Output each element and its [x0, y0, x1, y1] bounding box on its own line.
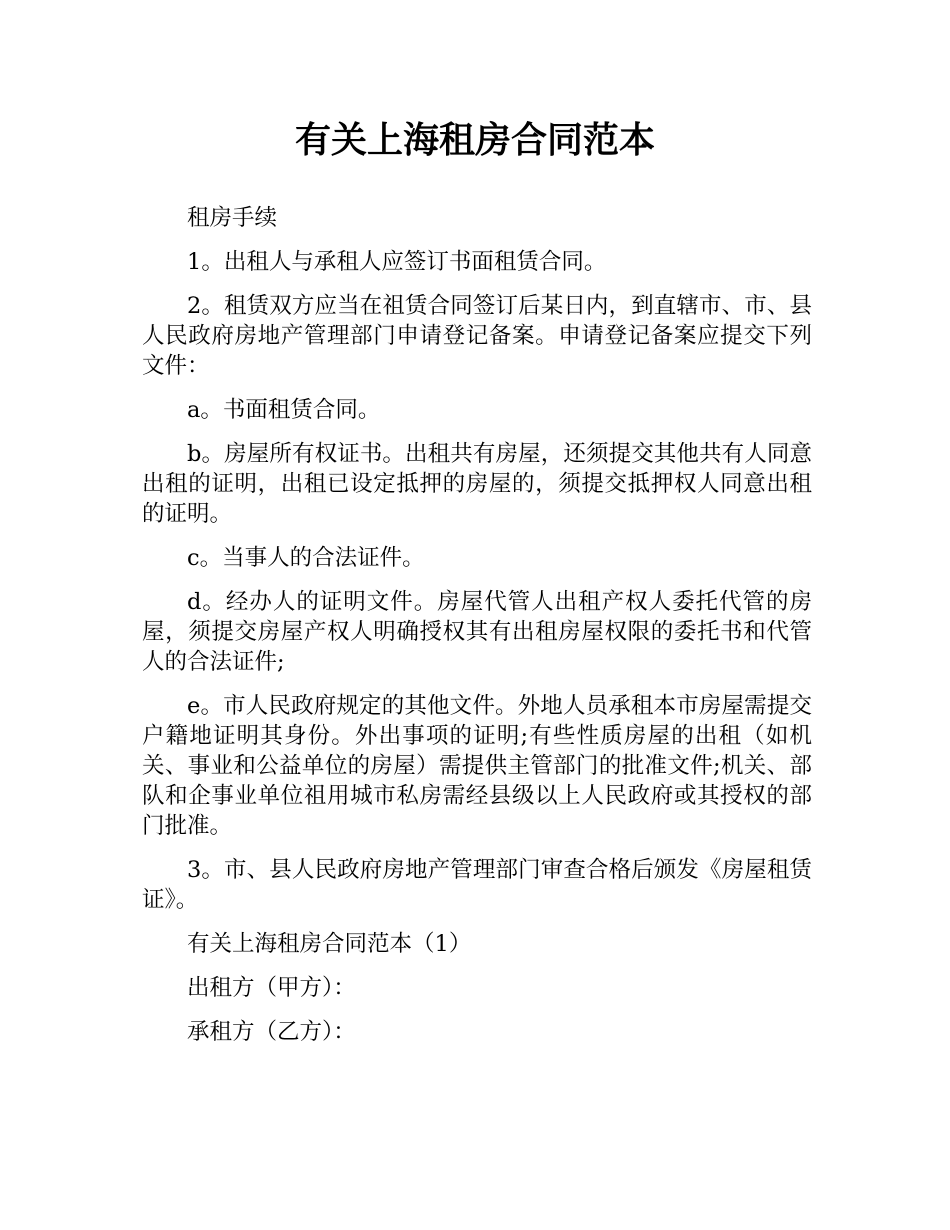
paragraph-item-d: d。经办人的证明文件。房屋代管人出租产权人委托代管的房屋，须提交房屋产权人明确授权其有出租房屋权限的委托书和代管人的合法证件; [142, 589, 812, 675]
document-title: 有关上海租房合同范本 [294, 120, 655, 161]
paragraph-item-c: c。当事人的合法证件。 [187, 545, 425, 571]
document-body [142, 203, 812, 1061]
paragraph-item-a: a。书面租赁合同。 [187, 397, 381, 423]
paragraph-item-1: 1。出租人与承租人应签订书面租赁合同。 [187, 249, 607, 275]
paragraph-item-e: e。市人民政府规定的其他文件。外地人员承租本市房屋需提交户籍地证明其身份。外出事项的证明;有些性质房屋的出租（如机关、事业和公益单位的房屋）需提供主管部门的批准文件;机关、部队和企事业单位祖用城市私房需经县级以上人民政府或其授权的部门批准。 [142, 693, 812, 839]
paragraph-item-2: 2。租赁双方应当在祖赁合同签订后某日内，到直辖市、市、县人民政府房地产管理部门申请登记备案。申请登记备案应提交下列文件： [142, 293, 812, 379]
paragraph-item-b: b。房屋所有权证书。出租共有房屋，还须提交其他共有人同意出租的证明，出租已设定抵押的房屋的，须提交抵押权人同意出租的证明。 [142, 441, 812, 527]
section-heading-procedures: 租房手续 [187, 205, 278, 231]
lessee-party-line: 承租方（乙方）： [187, 1019, 356, 1045]
lessor-party-line: 出租方（甲方）： [187, 975, 356, 1001]
section-heading-contract-sample: 有关上海租房合同范本（1） [187, 931, 472, 957]
paragraph-item-3: 3。市、县人民政府房地产管理部门审查合格后颁发《房屋租赁证》。 [142, 857, 812, 913]
